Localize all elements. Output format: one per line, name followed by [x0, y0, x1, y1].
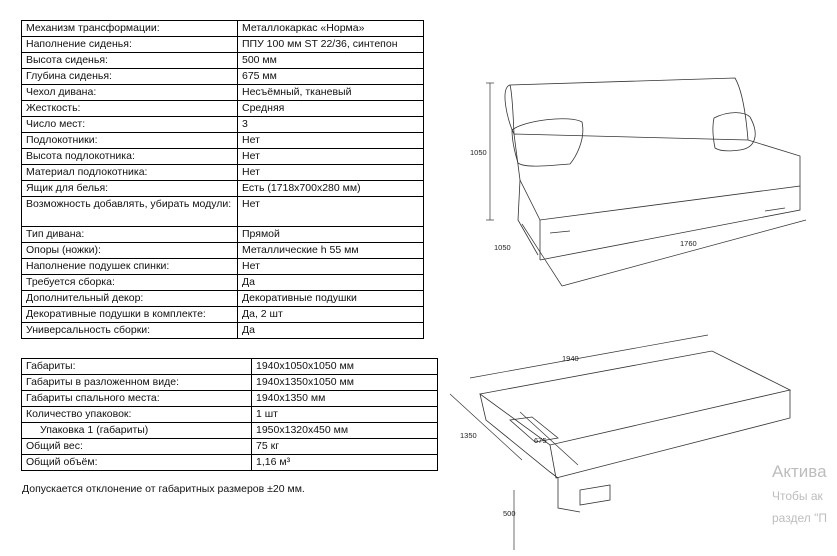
row-label: Наполнение сиденья: — [22, 37, 238, 53]
specs-table — [21, 20, 424, 339]
seat-depth-dimension-label: 675 — [534, 436, 547, 445]
row-value: Да — [238, 275, 424, 291]
row-label: Число мест: — [22, 117, 238, 133]
table-row — [22, 307, 424, 323]
unfolded-sofa-drawing — [450, 335, 790, 550]
row-value: 675 мм — [238, 69, 424, 85]
table-row — [22, 101, 424, 117]
row-value: 1940x1050x1050 мм — [252, 359, 438, 375]
row-value: Металлокаркас «Норма» — [238, 21, 424, 37]
row-label: Упаковка 1 (габариты) — [22, 423, 252, 439]
row-label: Общий объём: — [22, 455, 252, 471]
row-value: 1,16 м³ — [252, 455, 438, 471]
row-value: 1 шт — [252, 407, 438, 423]
table-row — [22, 227, 424, 243]
table-row — [22, 259, 424, 275]
row-label: Требуется сборка: — [22, 275, 238, 291]
row-label: Возможность добавлять, убирать модули: — [22, 197, 238, 227]
closed-sofa-drawing — [486, 78, 806, 286]
table-row — [22, 117, 424, 133]
row-label: Чехол дивана: — [22, 85, 238, 101]
table-row — [22, 323, 424, 339]
row-label: Габариты спального места: — [22, 391, 252, 407]
row-value: Да — [238, 323, 424, 339]
row-label: Дополнительный декор: — [22, 291, 238, 307]
open-depth-dimension-label: 1350 — [460, 431, 477, 440]
row-label: Высота сиденья: — [22, 53, 238, 69]
row-value: Декоративные подушки — [238, 291, 424, 307]
dimensions-table — [21, 358, 438, 471]
table-row — [22, 455, 438, 471]
row-value: 1940x1350x1050 мм — [252, 375, 438, 391]
row-value: Средняя — [238, 101, 424, 117]
row-label: Подлокотники: — [22, 133, 238, 149]
row-label: Декоративные подушки в комплекте: — [22, 307, 238, 323]
row-value: 1950x1320x450 мм — [252, 423, 438, 439]
row-value: Нет — [238, 197, 424, 227]
row-value: ППУ 100 мм ST 22/36, синтепон — [238, 37, 424, 53]
activation-watermark-title: Актива — [772, 462, 827, 481]
row-value: Нет — [238, 165, 424, 181]
table-row — [22, 391, 438, 407]
table-row — [22, 37, 424, 53]
row-label: Ящик для белья: — [22, 181, 238, 197]
table-row — [22, 133, 424, 149]
row-label: Габариты: — [22, 359, 252, 375]
row-value: Есть (1718x700x280 мм) — [238, 181, 424, 197]
table-row — [22, 53, 424, 69]
row-value: Прямой — [238, 227, 424, 243]
row-label: Механизм трансформации: — [22, 21, 238, 37]
row-value: 3 — [238, 117, 424, 133]
table-row — [22, 243, 424, 259]
row-value: Несъёмный, тканевый — [238, 85, 424, 101]
row-label: Наполнение подушек спинки: — [22, 259, 238, 275]
table-row — [22, 21, 424, 37]
row-label: Высота подлокотника: — [22, 149, 238, 165]
row-label: Опоры (ножки): — [22, 243, 238, 259]
height-dimension-label: 1050 — [470, 148, 487, 157]
table-row — [22, 275, 424, 291]
row-value: Да, 2 шт — [238, 307, 424, 323]
table-row — [22, 197, 424, 227]
table-row — [22, 423, 438, 439]
activation-watermark-line: Чтобы ак — [772, 489, 823, 503]
table-row — [22, 291, 424, 307]
row-label: Жесткость: — [22, 101, 238, 117]
table-row — [22, 69, 424, 85]
row-value: Металлические h 55 мм — [238, 243, 424, 259]
row-label: Материал подлокотника: — [22, 165, 238, 181]
row-value: Нет — [238, 133, 424, 149]
table-row — [22, 181, 424, 197]
row-label: Общий вес: — [22, 439, 252, 455]
row-value: 75 кг — [252, 439, 438, 455]
depth-dimension-label: 1050 — [494, 243, 511, 252]
activation-watermark-line: раздел "П — [772, 511, 827, 525]
tolerance-note: Допускается отклонение от габаритных размеров ±20 мм. — [22, 483, 305, 495]
seat-height-dimension-label: 500 — [503, 509, 516, 518]
table-row — [22, 149, 424, 165]
table-row — [22, 359, 438, 375]
row-value: Нет — [238, 259, 424, 275]
table-row — [22, 165, 424, 181]
table-row — [22, 85, 424, 101]
open-width-dimension-label: 1940 — [562, 354, 579, 363]
row-label: Количество упаковок: — [22, 407, 252, 423]
row-label: Универсальность сборки: — [22, 323, 238, 339]
row-label: Глубина сиденья: — [22, 69, 238, 85]
row-value: 500 мм — [238, 53, 424, 69]
row-label: Тип дивана: — [22, 227, 238, 243]
table-row — [22, 375, 438, 391]
row-value: 1940x1350 мм — [252, 391, 438, 407]
table-row — [22, 407, 438, 423]
row-value: Нет — [238, 149, 424, 165]
row-label: Габариты в разложенном виде: — [22, 375, 252, 391]
table-row — [22, 439, 438, 455]
width-dimension-label: 1760 — [680, 239, 697, 248]
